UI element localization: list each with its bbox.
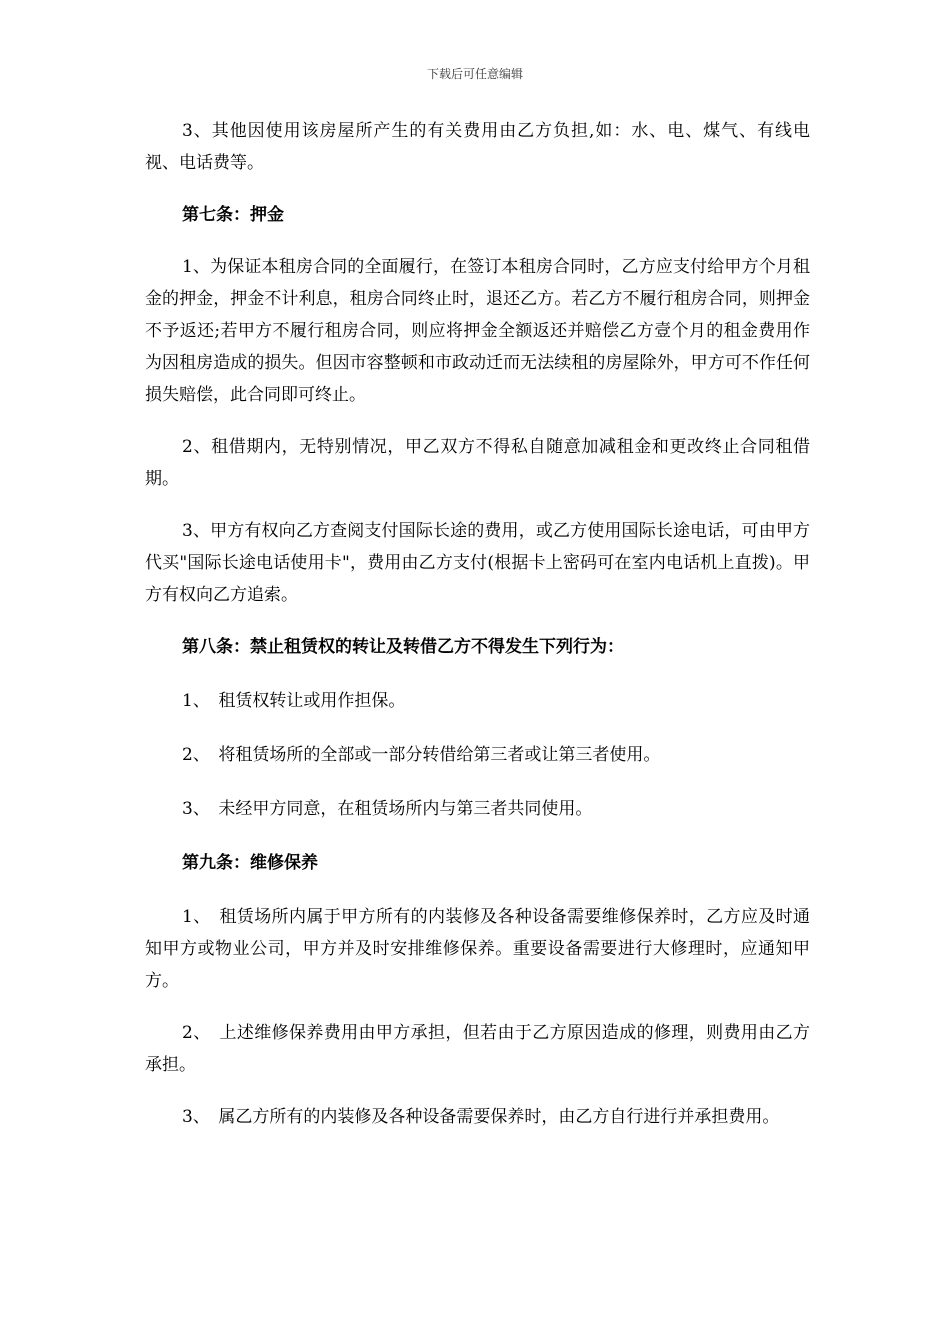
clause-8-item-1: 1、 租赁权转让或用作担保。 — [182, 691, 406, 711]
clause-8-item-3: 3、 未经甲方同意，在租赁场所内与第三者共同使用。 — [182, 799, 593, 819]
article-9-heading: 第九条：维修保养 — [182, 853, 318, 873]
clause-7-item-3: 3、甲方有权向乙方查阅支付国际长途的费用，或乙方使用国际长途电话，可由甲方代买"国际长途电话使用卡"，费用由乙方支付(根据卡上密码可在室内电话机上直拨)。甲方有权向乙方追索。 — [145, 521, 810, 605]
clause-9-item-1: 1、 租赁场所内属于甲方所有的内装修及各种设备需要维修保养时，乙方应及时通知甲方或物业公司，甲方并及时安排维修保养。重要设备需要进行大修理时，应通知甲方。 — [145, 907, 810, 991]
page-header: 下载后可任意编辑 — [426, 67, 523, 81]
clause-7-item-2: 2、租借期内，无特别情况，甲乙双方不得私自随意加减租金和更改终止合同租借期。 — [145, 437, 810, 489]
clause-7-item-1: 1、为保证本租房合同的全面履行，在签订本租房合同时，乙方应支付给甲方个月租金的押金，押金不计利息，租房合同终止时，退还乙方。若乙方不履行租房合同，则押金不予返还;若甲方不履行租房合同，则应将押金全额返还并赔偿乙方壹个月的租金费用作为因租房造成的损失。但因市容整顿和市政动迁而无法续租的房屋除外，甲方可不作任何损失赔偿，此合同即可终止。 — [145, 257, 810, 405]
article-8-heading: 第八条：禁止租赁权的转让及转借乙方不得发生下列行为： — [182, 637, 624, 657]
clause-9-item-2: 2、 上述维修保养费用由甲方承担，但若由于乙方原因造成的修理，则费用由乙方承担。 — [145, 1023, 810, 1075]
clause-8-item-2: 2、 将租赁场所的全部或一部分转借给第三者或让第三者使用。 — [182, 745, 661, 765]
document-body — [145, 115, 810, 1133]
clause-6-item-3: 3、其他因使用该房屋所产生的有关费用由乙方负担,如：水、电、煤气、有线电视、电话费等。 — [145, 121, 810, 173]
clause-9-item-3: 3、 属乙方所有的内装修及各种设备需要保养时，由乙方自行进行并承担费用。 — [182, 1107, 780, 1127]
article-7-heading: 第七条：押金 — [182, 205, 284, 225]
